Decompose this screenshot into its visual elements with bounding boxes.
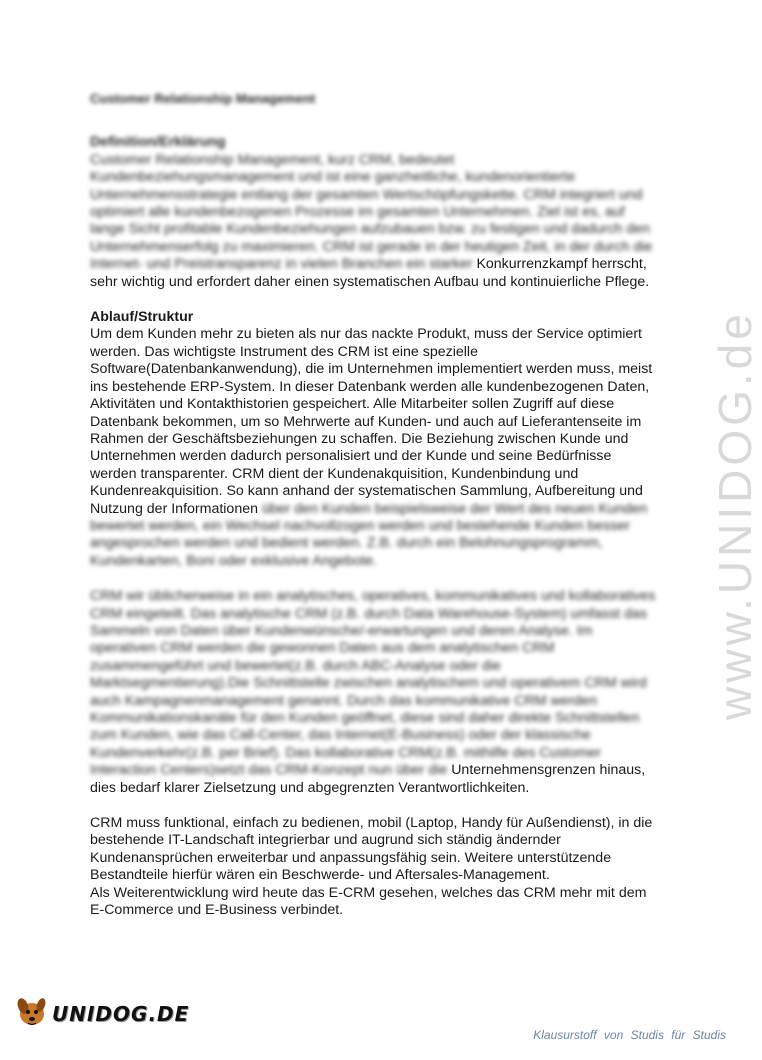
paragraph: CRM muss funktional, einfach zu bedienen, mobil (Laptop, Handy für Außendienst), in die bestehende IT-Landschaft integrierbar und augrund sich ständig ändernder Kundenansprüchen erweiterbar und anpassungsfähig sein. Weitere unterstützende Bestandteile hierfür wären ein Beschwerde- und Aftersales-Management. — [90, 815, 653, 884]
watermark: www.UNIDOG.de — [709, 310, 761, 720]
section-ablauf — [90, 309, 660, 570]
paragraph: Unternehmensgrenzen hinaus, dies bedarf klarer Zielsetzung und abgegrenzten Verantwortlichkeiten. — [90, 762, 646, 796]
logo-text: UNIDOG.DE — [52, 1002, 190, 1026]
unidog-logo[interactable] — [14, 992, 190, 1032]
paragraph: Um dem Kunden mehr zu bieten als nur das nackte Produkt, muss der Service optimiert werden. Das wichtigste Instrument des CRM ist eine spezielle Software(Datenbankanwendung), die im Unternehmen implementiert werden muss, meist ins bestehende ERP-System. In dieser Datenbank werden alle kundenbezogenen Daten, Aktivitäten und Kontakthistorien gespeichert. Alle Mitarbeiter sollen Zugriff auf diese Datenbank bekommen, um so Mehrwerte auf Kunden- und auch auf Lieferantenseite im Rahmen der Geschäftsbeziehungen zu schaffen. Die Beziehung zwischen Kunde und Unternehmen werden dadurch personalisiert und der Kunde und seine Bedürfnisse werden transparenter. CRM dient der Kundenakquisition, Kundenbindung und Kundenreakquisition. So kann anhand der systematischen Sammlung, Aufbereitung und Nutzung der Informationen — [90, 326, 653, 517]
section-heading: Definition/Erklärung — [90, 134, 226, 151]
blurred-paragraph: über den Kunden beispielsweise der Wert des neuen Kunden bewertet werden, ein Wechsel nachvollzogen werden und bestehende Kunden besser angesprochen werden und bedient werden. Z.B. durch ein Belohnungsprogramm, Kundenkarten, Boni oder exklusive Angebote. — [90, 500, 648, 569]
document-body — [90, 90, 660, 937]
paragraph: Konkurrenzkampf herrscht, sehr wichtig und erfordert daher einen systematischen Aufbau und kontinuierliche Pflege. — [90, 256, 650, 290]
footer-tagline: Klausurstoff von Studis für Studis — [533, 1028, 726, 1042]
section-crm-types — [90, 588, 660, 797]
document-title: Customer Relationship Management — [90, 91, 316, 106]
blurred-paragraph: CRM wir üblicherweise in ein analytisches, operatives, kommunikatives und kollaboratives CRM eingeteilt. Das analytische CRM (z.B. durch Data Warehouse-System) umfasst das Sammeln von Daten über Kundenwünsche/-erwartungen und deren Analyse. Im operativen CRM werden die gewonnen Daten aus dem analytischen CRM zusammengeführt und bewertet(z.B. durch ABC-Analyse oder die Marktsegmentierung).Die Schnittstelle zwischen analytischem und operativem CRM wird auch Kampagnenmanagement genannt. Durch das kommunikative CRM werden Kommunikationskanäle für den Kunden geöffnet, diese sind daher direkte Schnittstellen zum Kunden, wie das Call-Center, das Internet(E-Business) oder der klassische Kundenverkehr(z.B. per Brief). Das kollaborative CRM(z.B. mithilfe des Customer Interaction Centers)setzt das CRM-Konzept nun über die — [90, 588, 656, 779]
paragraph: Als Weiterentwicklung wird heute das E-CRM gesehen, welches das CRM mehr mit dem E-Commerce und E-Business verbindet. — [90, 884, 647, 919]
section-definition — [90, 134, 660, 291]
section-heading: Ablauf/Struktur — [90, 309, 194, 326]
dog-icon — [14, 992, 54, 1032]
blurred-paragraph: Customer Relationship Management, kurz CRM, bedeutet Kundenbeziehungsmanagement und ist eine ganzheitliche, kundenorientierte Unternehmensstrategie entlang der gesamten Wertschöpfungskette. CRM integriert und optimiert alle kundenbezogenen Prozesse im gesamten Unternehmen. Ziel ist es, auf lange Sicht profitable Kundenbeziehungen aufzubauen bzw. zu festigen und dadurch den Unternehmenserfolg zu maximieren. CRM ist gerade in der heutigen Zeit, in der durch die Internet- und Preistransparenz in vielen Branchen ein starker — [90, 151, 653, 273]
section-requirements — [90, 815, 660, 919]
